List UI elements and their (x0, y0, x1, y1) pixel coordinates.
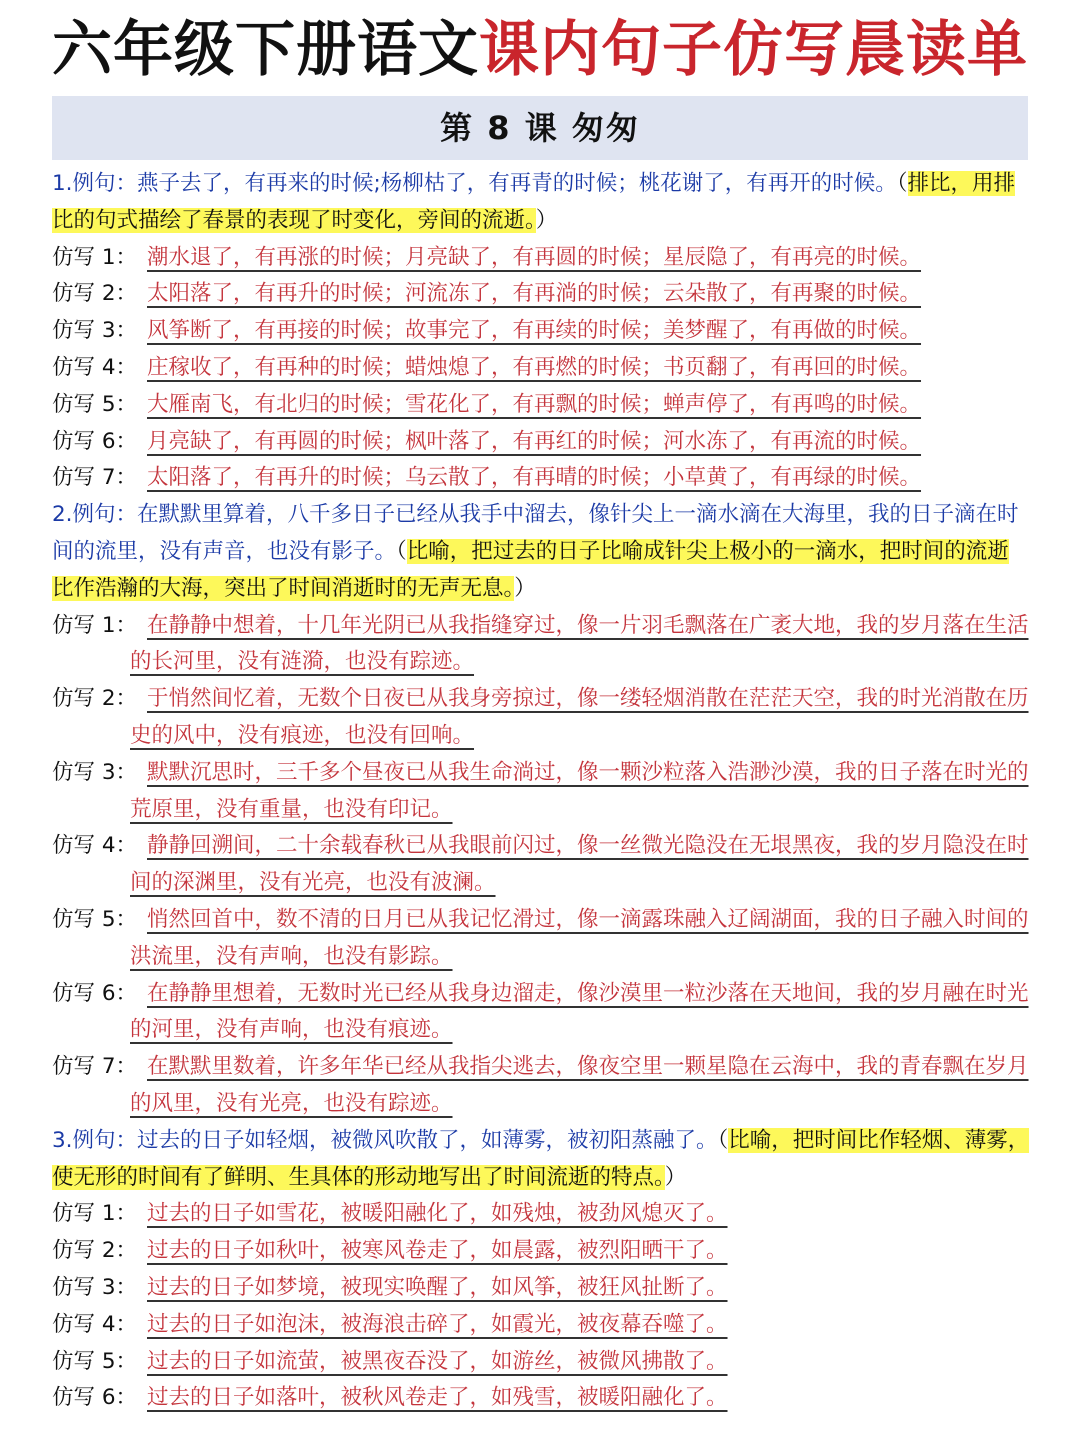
item-text: 过去的日子如秋叶，被寒风卷走了，如晨露，被烈阳晒干了。 (147, 1238, 728, 1264)
example-text: 2.例句：在默默里算着，八千多日子已经从我手中溜去，像针尖上一滴水滴在大海里，我的日子滴在时间的流里，没有声音，也没有影子。 (52, 502, 1019, 564)
item-label: 仿写 1： (52, 244, 138, 270)
imitation-item (52, 1380, 1030, 1417)
item-text: 在静静里想着，无数时光已经从我身边溜走，像沙漠里一粒沙落在天地间，我的岁月融在时光的河里，没有声响，也没有痕迹。 (130, 980, 1029, 1043)
item-text: 过去的日子如泡沫，被海浪击碎了，如霞光，被夜幕吞噬了。 (147, 1311, 728, 1337)
paren-close: ） (535, 207, 558, 233)
item-text: 月亮缺了，有再圆的时候；枫叶落了，有再红的时候；河水冻了，有再流的时候。 (147, 428, 922, 454)
imitation-item (52, 1049, 1030, 1123)
imitation-item (52, 350, 1030, 387)
item-label: 仿写 1： (52, 1201, 138, 1227)
item-text: 潮水退了，有再涨的时候；月亮缺了，有再圆的时候；星辰隐了，有再亮的时候。 (147, 244, 922, 270)
title-red: 课内句子仿写晨读单 (479, 15, 1028, 85)
imitation-item (52, 387, 1030, 424)
item-text: 过去的日子如雪花，被暖阳融化了，如残烛，被劲风熄灭了。 (147, 1201, 728, 1227)
item-text: 悄然回首中，数不清的日月已从我记忆滑过，像一滴露珠融入辽阔湖面，我的日子融入时间的洪流里，没有声响，也没有影踪。 (130, 906, 1029, 969)
paren-close: ） (514, 575, 536, 601)
page-title (0, 8, 1080, 92)
imitation-item (52, 1307, 1030, 1344)
imitation-item (52, 902, 1030, 976)
highlighted-note: 比喻，把时间比作轻烟、薄雾，使无形的时间有了鲜明、生具体的形动地写出了时间流逝的特点。 (52, 1127, 1030, 1190)
imitation-item (52, 424, 1030, 461)
item-text: 静静回溯间，二十余载春秋已从我眼前闪过，像一丝微光隐没在无垠黑夜，我的岁月隐没在时间的深渊里，没有光亮，也没有波澜。 (130, 833, 1029, 896)
item-label: 仿写 3： (52, 318, 138, 344)
item-label: 仿写 3： (52, 759, 138, 785)
item-label: 仿写 5： (52, 391, 138, 417)
imitation-item (52, 1344, 1030, 1381)
imitation-item (52, 1196, 1030, 1233)
imitation-item (52, 313, 1030, 350)
item-label: 仿写 1： (52, 612, 138, 638)
lesson-header: 第 8 课 匆匆 (52, 96, 1028, 160)
imitation-item (52, 460, 1030, 497)
item-text: 庄稼收了，有再种的时候；蜡烛熄了，有再燃的时候；书页翻了，有再回的时候。 (147, 354, 922, 380)
item-label: 仿写 5： (52, 906, 138, 932)
content (52, 166, 1030, 1417)
item-label: 仿写 4： (52, 354, 138, 380)
item-label: 仿写 2： (52, 281, 138, 307)
highlighted-note: 排比，用排比的句式描绘了春景的表现了时变化，旁间的流逝。 (52, 171, 1016, 233)
paren-open: （ (396, 538, 407, 564)
item-text: 太阳落了，有再升的时候；河流冻了，有再淌的时候；云朵散了，有再聚的时候。 (147, 281, 922, 307)
item-label: 仿写 2： (52, 686, 138, 712)
item-text: 在静静中想着，十几年光阴已从我指缝穿过，像一片羽毛飘落在广袤大地，我的岁月落在生活的长河里，没有涟漪，也没有踪迹。 (130, 612, 1029, 675)
item-label: 仿写 2： (52, 1238, 138, 1264)
item-text: 默默沉思时，三千多个昼夜已从我生命淌过，像一颗沙粒落入浩渺沙漠，我的日子落在时光的荒原里，没有重量，也没有印记。 (130, 759, 1029, 822)
example-sentence (52, 497, 1030, 607)
item-text: 过去的日子如落叶，被秋风卷走了，如残雪，被暖阳融化了。 (147, 1385, 728, 1411)
imitation-item (52, 976, 1030, 1050)
imitation-item (52, 755, 1030, 829)
item-label: 仿写 7： (52, 1054, 138, 1080)
example-sentence (52, 166, 1030, 240)
item-text: 太阳落了，有再升的时候；乌云散了，有再晴的时候；小草黄了，有再绿的时候。 (147, 465, 922, 491)
imitation-item (52, 681, 1030, 755)
imitation-item (52, 1270, 1030, 1307)
paren-open: （ (896, 171, 908, 196)
item-text: 于悄然间忆着，无数个日夜已从我身旁掠过，像一缕轻烟消散在茫茫天空，我的时光消散在历史的风中，没有痕迹，也没有回响。 (130, 686, 1029, 748)
paren-close: ） (664, 1164, 687, 1190)
item-text: 过去的日子如流萤，被黑夜吞没了，如游丝，被微风拂散了。 (147, 1348, 728, 1374)
item-label: 仿写 4： (52, 833, 138, 859)
imitation-item (52, 276, 1030, 313)
item-label: 仿写 6： (52, 1385, 138, 1411)
item-text: 在默默里数着，许多年华已经从我指尖逃去，像夜空里一颗星隐在云海中，我的青春飘在岁月的风里，没有光亮，也没有踪迹。 (130, 1054, 1029, 1116)
item-text: 过去的日子如梦境，被现实唤醒了，如风筝，被狂风扯断了。 (147, 1274, 728, 1300)
item-text: 大雁南飞，有北归的时候；雪花化了，有再飘的时候；蝉声停了，有再鸣的时候。 (147, 391, 922, 417)
title-black: 六年级下册语文 (52, 15, 479, 85)
paren-open: （ (717, 1127, 729, 1153)
imitation-item (52, 608, 1030, 682)
example-text: 3.例句：过去的日子如轻烟，被微风吹散了，如薄雾，被初阳蒸融了。 (52, 1127, 718, 1153)
item-label: 仿写 7： (52, 465, 138, 491)
item-text: 风筝断了，有再接的时候；故事完了，有再续的时候；美梦醒了，有再做的时候。 (147, 318, 922, 344)
item-label: 仿写 5： (52, 1348, 138, 1374)
item-label: 仿写 3： (52, 1274, 138, 1300)
example-sentence (52, 1123, 1030, 1197)
imitation-item (52, 828, 1030, 902)
item-label: 仿写 4： (52, 1311, 138, 1337)
item-label: 仿写 6： (52, 428, 138, 454)
imitation-item (52, 1233, 1030, 1270)
highlighted-note: 比喻，把过去的日子比喻成针尖上极小的一滴水，把时间的流逝比作浩瀚的大海，突出了时间消逝时的无声无息。 (52, 538, 1009, 601)
item-label: 仿写 6： (52, 980, 138, 1006)
example-text: 1.例句：燕子去了，有再来的时候;杨柳枯了，有再青的时候；桃花谢了，有再开的时候。 (52, 171, 897, 196)
imitation-item (52, 240, 1030, 277)
